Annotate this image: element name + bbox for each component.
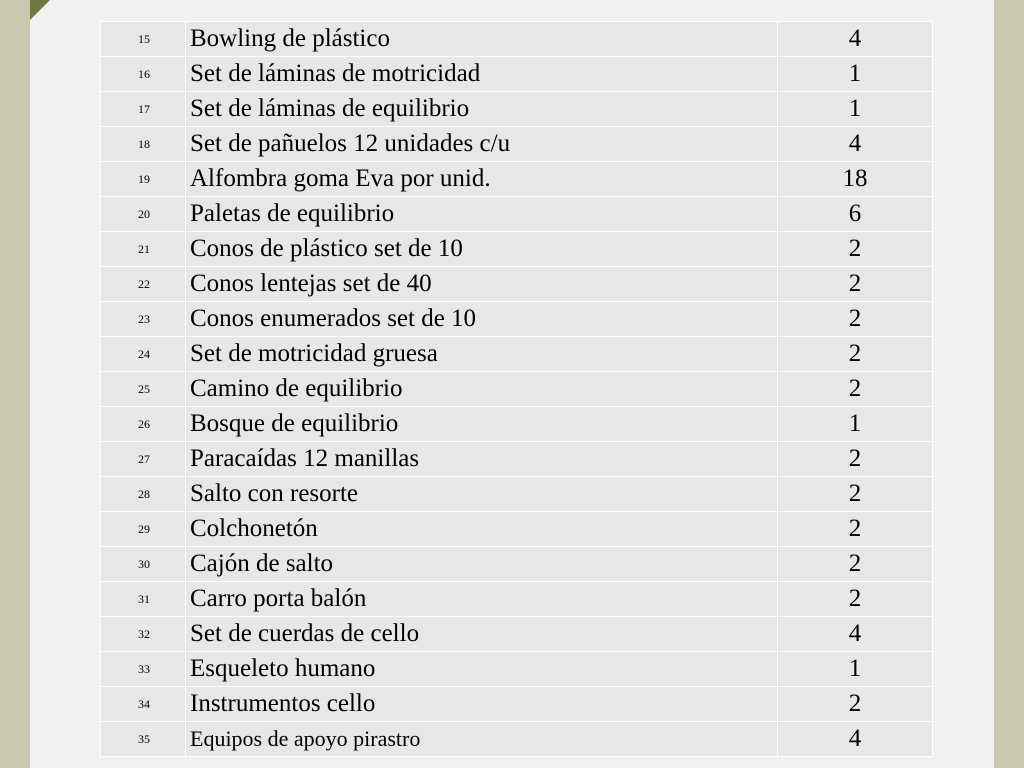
item-name: Carro porta balón <box>186 582 778 617</box>
row-number: 20 <box>101 197 186 232</box>
row-number: 27 <box>101 442 186 477</box>
table-row <box>101 582 933 617</box>
table-row <box>101 302 933 337</box>
item-quantity: 2 <box>778 302 933 337</box>
row-number: 19 <box>101 162 186 197</box>
table-row <box>101 687 933 722</box>
row-number: 33 <box>101 652 186 687</box>
row-number: 15 <box>101 22 186 57</box>
item-name: Esqueleto humano <box>186 652 778 687</box>
item-quantity: 6 <box>778 197 933 232</box>
table-row <box>101 722 933 757</box>
item-name: Paracaídas 12 manillas <box>186 442 778 477</box>
table-row <box>101 232 933 267</box>
item-name: Set de láminas de motricidad <box>186 57 778 92</box>
table-row <box>101 512 933 547</box>
item-quantity: 1 <box>778 92 933 127</box>
item-quantity: 1 <box>778 407 933 442</box>
item-name: Bowling de plástico <box>186 22 778 57</box>
item-quantity: 4 <box>778 722 933 757</box>
item-name: Instrumentos cello <box>186 687 778 722</box>
item-name: Camino de equilibrio <box>186 372 778 407</box>
item-quantity: 2 <box>778 687 933 722</box>
item-quantity: 2 <box>778 232 933 267</box>
item-name: Colchonetón <box>186 512 778 547</box>
row-number: 22 <box>101 267 186 302</box>
item-quantity: 4 <box>778 22 933 57</box>
row-number: 31 <box>101 582 186 617</box>
item-name: Cajón de salto <box>186 547 778 582</box>
table-row <box>101 127 933 162</box>
item-name: Set de cuerdas de cello <box>186 617 778 652</box>
item-quantity: 4 <box>778 617 933 652</box>
item-name: Paletas de equilibrio <box>186 197 778 232</box>
left-margin-strip <box>0 0 30 768</box>
item-quantity: 1 <box>778 652 933 687</box>
item-name: Conos enumerados set de 10 <box>186 302 778 337</box>
row-number: 18 <box>101 127 186 162</box>
table-row <box>101 617 933 652</box>
right-margin-strip <box>994 0 1024 768</box>
item-name: Set de motricidad gruesa <box>186 337 778 372</box>
row-number: 34 <box>101 687 186 722</box>
item-name: Bosque de equilibrio <box>186 407 778 442</box>
table-row <box>101 372 933 407</box>
item-name: Salto con resorte <box>186 477 778 512</box>
row-number: 17 <box>101 92 186 127</box>
item-quantity: 2 <box>778 372 933 407</box>
table-row <box>101 652 933 687</box>
row-number: 28 <box>101 477 186 512</box>
item-name: Set de pañuelos 12 unidades c/u <box>186 127 778 162</box>
corner-decoration-icon <box>30 0 50 20</box>
item-name: Alfombra goma Eva por unid. <box>186 162 778 197</box>
item-name: Set de láminas de equilibrio <box>186 92 778 127</box>
item-name: Equipos de apoyo pirastro <box>186 722 778 757</box>
row-number: 26 <box>101 407 186 442</box>
table-row <box>101 547 933 582</box>
row-number: 16 <box>101 57 186 92</box>
row-number: 21 <box>101 232 186 267</box>
item-quantity: 2 <box>778 442 933 477</box>
item-name: Conos de plástico set de 10 <box>186 232 778 267</box>
inventory-table <box>100 21 933 757</box>
table-row <box>101 477 933 512</box>
table-row <box>101 162 933 197</box>
item-quantity: 2 <box>778 267 933 302</box>
row-number: 32 <box>101 617 186 652</box>
row-number: 35 <box>101 722 186 757</box>
table-row <box>101 407 933 442</box>
row-number: 24 <box>101 337 186 372</box>
table-row <box>101 337 933 372</box>
item-name: Conos lentejas set de 40 <box>186 267 778 302</box>
item-quantity: 18 <box>778 162 933 197</box>
item-quantity: 2 <box>778 547 933 582</box>
item-quantity: 2 <box>778 512 933 547</box>
table-row <box>101 267 933 302</box>
table-row <box>101 197 933 232</box>
row-number: 25 <box>101 372 186 407</box>
row-number: 30 <box>101 547 186 582</box>
table-row <box>101 92 933 127</box>
table-row <box>101 22 933 57</box>
item-quantity: 4 <box>778 127 933 162</box>
row-number: 23 <box>101 302 186 337</box>
item-quantity: 2 <box>778 477 933 512</box>
slide <box>30 0 994 768</box>
item-quantity: 1 <box>778 57 933 92</box>
item-quantity: 2 <box>778 337 933 372</box>
row-number: 29 <box>101 512 186 547</box>
table-row <box>101 442 933 477</box>
item-quantity: 2 <box>778 582 933 617</box>
table-row <box>101 57 933 92</box>
